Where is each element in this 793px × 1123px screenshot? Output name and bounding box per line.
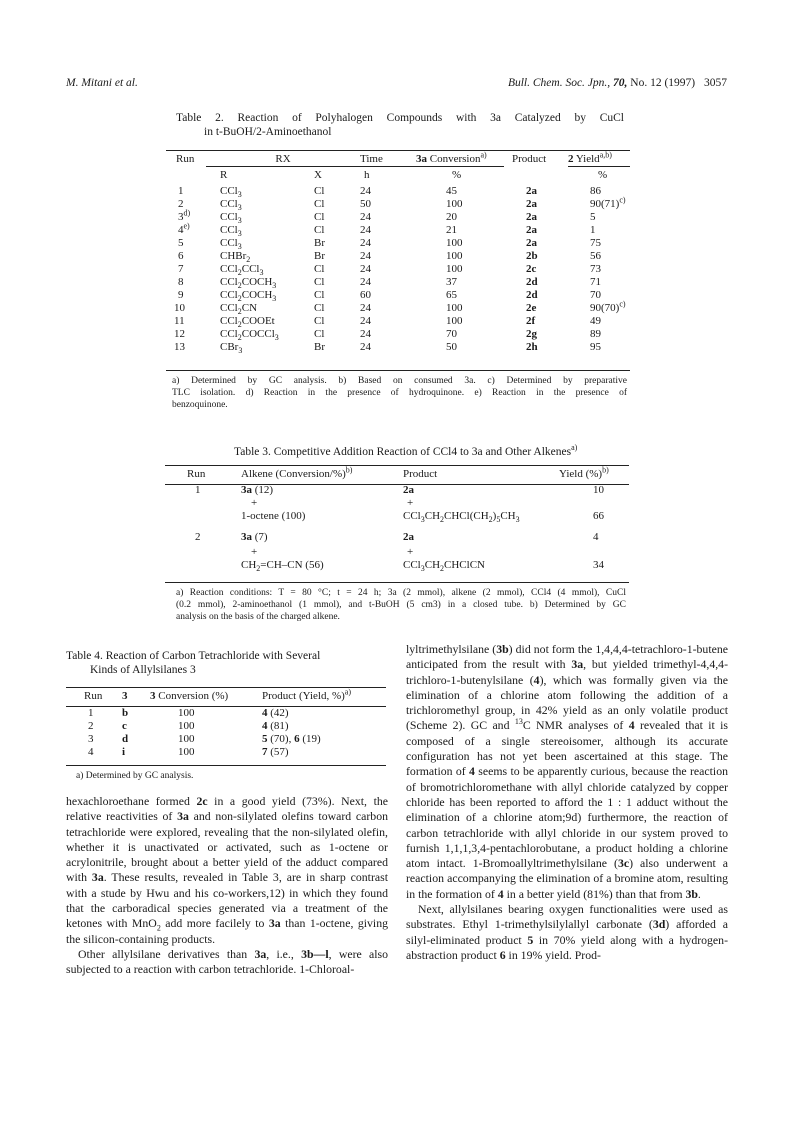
table3-cell-product: 2a — [403, 484, 414, 496]
table3-cell-product: 2a — [403, 531, 414, 543]
table3-cell-yield: 4 — [593, 531, 599, 543]
table2-cell-run: 9 — [178, 289, 184, 301]
table3-cell-alkene: 3a (12) — [241, 484, 274, 496]
table2-cell-time: 24 — [360, 185, 371, 197]
table2-cell-yield: 86 — [590, 185, 601, 197]
table2-cell-yield: 95 — [590, 341, 601, 353]
table2-cell-run: 3$^{d)}$ — [178, 208, 191, 223]
table2-cell-run: 7 — [178, 263, 184, 275]
right-column-text — [406, 642, 728, 963]
table2-caption-line2: in t-BuOH/2-Aminoethanol — [204, 126, 332, 138]
table2-cell-yield: 49 — [590, 315, 601, 327]
table2-cell-conv: 100 — [446, 302, 463, 314]
table4-head-conv-3: 3 — [150, 690, 156, 702]
table2-cell-yield: $90(71)^{c)}$ — [590, 195, 626, 210]
table4-head-rule — [66, 706, 386, 707]
table2-body — [166, 182, 630, 354]
table3-head-yield-text: Yield (%) — [559, 468, 603, 480]
table4-cell-3: c — [122, 720, 127, 732]
table2-cell-product: 2c — [526, 263, 537, 275]
table2-cell-r: CCl$_3$ — [220, 237, 242, 252]
table2-row — [166, 276, 630, 289]
table2-cell-x: Cl — [314, 211, 325, 223]
table2-footnotes — [172, 375, 627, 411]
table4-head-conv — [142, 690, 252, 703]
table4-cell-product: 7 (57) — [262, 746, 289, 758]
table3-bottom-rule — [165, 582, 629, 583]
table3-footnote-3: analysis on the basis of the charged alkene. — [176, 612, 340, 622]
table4-cell-product: 4 (81) — [262, 720, 289, 732]
table4-footnote: a) Determined by GC analysis. — [76, 771, 194, 781]
table2-row — [166, 315, 630, 328]
table3-cell-run: 1 — [195, 484, 201, 496]
table2-cell-time: 24 — [360, 315, 371, 327]
table4-head-product — [252, 687, 386, 703]
table2 — [166, 150, 630, 354]
table2-cell-x: Cl — [314, 224, 325, 236]
table4-head-run: Run — [84, 690, 103, 702]
table4 — [66, 687, 386, 759]
table3-footnote-1: a) Reaction conditions: T = 80 °C; t = 24 h; 3a (2 mmol), alkene (2 mmol), CCl4 (4 mmol), CuCl — [176, 588, 626, 598]
table3-cell-yield: 66 — [593, 510, 604, 522]
table2-cell-run: 12 — [174, 328, 185, 340]
table2-cell-conv: 100 — [446, 198, 463, 210]
table2-cell-yield: $90(70)^{c)}$ — [590, 299, 626, 314]
table2-cell-time: 24 — [360, 263, 371, 275]
table3-head-alkene-text: Alkene (Conversion/%) — [241, 468, 346, 480]
table2-sub-x: X — [314, 167, 360, 183]
table2-cell-time: 24 — [360, 224, 371, 236]
table2-cell-r: CCl$_2$CN — [220, 302, 258, 317]
table2-row — [166, 237, 630, 250]
table3-cell-run — [165, 510, 231, 523]
table2-cell-product: 2d — [526, 276, 538, 288]
table2-cell-yield: 56 — [590, 250, 601, 262]
table2-head-yield-2: 2 — [568, 153, 574, 165]
table3-cell-alkene: $CH_2=CH-CN$ (56) — [241, 559, 324, 574]
table3-cell-yield — [559, 497, 629, 510]
table2-cell-x: Cl — [314, 198, 325, 210]
table2-row — [166, 302, 630, 315]
table2-cell-run: 4$^{e)}$ — [178, 221, 190, 236]
table2-cell-product: 2a — [526, 198, 537, 210]
table3-row — [165, 510, 629, 523]
table2-row — [166, 328, 630, 341]
table3-cell-run: 2 — [195, 531, 201, 543]
table2-head-rx: RX — [275, 153, 291, 165]
table2-row — [166, 211, 630, 224]
right-paragraph-2: Next, allylsilanes bearing oxygen functionalities were used as substrates. Ethyl 1-trimethylsilylallyl carbonate (3d) afforded a silyl-eliminated product 5 in 70% yield along with a hydrogen-abstraction product 6 in 19% yield. Prod- — [406, 902, 729, 962]
table4-body — [66, 703, 386, 759]
table2-footnote-1: a) Determined by GC analysis. b) Based on consumed 3a. c) Determined by preparative — [172, 376, 627, 386]
table3-row — [165, 559, 629, 572]
table2-cell-x: Br — [314, 250, 325, 262]
table2-cell-yield: 1 — [590, 224, 596, 236]
table2-cell-yield: 73 — [590, 263, 601, 275]
left-column-text — [66, 794, 388, 978]
table2-cell-product: 2e — [526, 302, 537, 314]
table2-footnote-3: benzoquinone. — [172, 400, 228, 410]
table3-head-yield-sup: b) — [602, 465, 609, 475]
table2-cell-r: $CCl_2COCH_3$ — [220, 289, 277, 304]
table2-sub-h: h — [360, 167, 416, 183]
table2-row — [166, 224, 630, 237]
table2-cell-r: CBr$_3$ — [220, 341, 243, 356]
table2-head-yield-sup: a,b) — [599, 150, 612, 160]
table4-cell-run: 4 — [88, 746, 94, 758]
table2-row — [166, 182, 630, 198]
table2-cell-product: 2d — [526, 289, 538, 301]
table2-bottom-rule — [166, 370, 630, 371]
table3-cell-yield: 10 — [593, 484, 604, 496]
table2-cell-product: 2a — [526, 211, 537, 223]
table2-cell-product: 2a — [526, 224, 537, 236]
table2-cell-r: CCl$_3$ — [220, 224, 242, 239]
table4-cell-conv: 100 — [178, 707, 195, 719]
table3-cell-alkene: + — [251, 546, 258, 558]
table2-sub-r: R — [206, 167, 314, 183]
left-paragraph-1: hexachloroethane formed 2c in a good yield (73%). Next, the relative reactivities of 3a and non-silylated olefins toward carbon tetrachloride were explored, revealing that the non-silylated olefin, whether it is unactivated or activated, such as 1-octene or acrylonitrile, brought about a better yield of the adduct compared with 3a. These results, revealed in Table 3, are in sharp contrast with a stude by Hwu and his co-workers,12) in which they found that the carboradical species generated via a treatment of the ketones with MnO$_2$ add more facilely to 3a than 1-octene, giving the silicon-containing products. — [66, 794, 388, 946]
table2-head-run: Run — [176, 153, 195, 166]
table4-caption-line1: Table 4. Reaction of Carbon Tetrachloride with Several — [66, 650, 321, 662]
table3-cell-alkene: 1-octene (100) — [241, 510, 306, 522]
table2-cell-conv: 45 — [446, 185, 457, 197]
table2-cell-conv: 100 — [446, 315, 463, 327]
table4-cell-3: i — [122, 746, 126, 758]
table3-caption-text: Table 3. Competitive Addition Reaction of CCl4 to 3a and Other Alkenes — [234, 446, 572, 458]
table2-cell-run: 2 — [178, 198, 184, 210]
table2-caption-line1: Table 2. Reaction of Polyhalogen Compounds with 3a Catalyzed by CuCl — [176, 112, 624, 124]
table2-cell-time: 24 — [360, 328, 371, 340]
table2-cell-time: 60 — [360, 289, 371, 301]
table4-caption-line2: Kinds of Allylsilanes 3 — [90, 664, 196, 676]
table2-head-time: Time — [360, 153, 383, 165]
table2-cell-yield: 70 — [590, 289, 601, 301]
table2-head-yield — [568, 151, 630, 167]
table3-row — [165, 497, 629, 510]
table3-cell-run — [165, 546, 231, 559]
page-number: 3057 — [704, 77, 727, 89]
running-head-authors: M. Mitani et al. — [66, 77, 138, 89]
table3-head-yield — [559, 465, 629, 481]
table2-cell-x: Cl — [314, 302, 325, 314]
table4-bottom-rule — [66, 765, 386, 766]
table4-cell-3: d — [122, 733, 129, 745]
table3-caption-sup: a) — [571, 443, 578, 453]
right-paragraph-1: lyltrimethylsilane (3b) did not form the 1,4,4,4-tetrachloro-1-butene anticipated from the result with 3a, but yielded trimethyl-4,4,4-trichloro-1-butenylsilane (4), which was formally given via the elimination of a chlorine atom following the addition of a trichloromethyl group, in 42% yield as an only volatile product (Scheme 2). GC and $^{13}$C NMR analyses of 4 revealed that it is composed of a single stereoisomer, although its accurate configuration has not yet been ascertained at this stage. The formation of 4 seems to be apparently curious, because the reaction of bromotrichloromethane with allyl chloride catalyzed by copper chloride has been reported to afford the 1 : 1 adduct without the elimination of a chlorine atom;9d) furthermore, the reaction of carbon tetrachloride with allyl chloride in our system proved to furnish 1,1,1,3,4-pentachlorobutane, a product holding a chlorine atom intact. 1-Bromoallyltrimethylsilane (3c) also underwent a reaction accompanying the elimination of a bromine atom, resulting in the formation of 4 in a better yield (81%) than that from 3b. — [406, 642, 729, 901]
table2-cell-run: 1 — [178, 185, 184, 197]
table2-cell-time: 24 — [360, 341, 371, 353]
table4-cell-product: 5 (70), 6 (19) — [262, 733, 321, 745]
table4-head-3: 3 — [122, 690, 128, 702]
table2-cell-r: CCl$_3$ — [220, 185, 242, 200]
table4-caption — [66, 649, 388, 677]
table2-cell-time: 24 — [360, 237, 371, 249]
table2-cell-r: CHBr$_2$ — [220, 250, 251, 265]
table2-row — [166, 289, 630, 302]
table2-cell-x: Cl — [314, 289, 325, 301]
table2-row — [166, 341, 630, 354]
table4-cell-run: 1 — [88, 707, 94, 719]
table2-cell-conv: 37 — [446, 276, 457, 288]
table2-cell-x: Br — [314, 341, 325, 353]
journal-volume: 70, — [613, 77, 628, 89]
table2-cell-product: 2a — [526, 237, 537, 249]
table2-cell-x: Cl — [314, 315, 325, 327]
table2-cell-time: 24 — [360, 250, 371, 262]
table2-cell-conv: 50 — [446, 341, 457, 353]
table2-footnote-2: TLC isolation. d) Reaction in the presence of hydroquinone. e) Reaction in the presence of — [172, 388, 627, 398]
table4-head-product-text: Product (Yield, %) — [262, 690, 345, 702]
table4-cell-conv: 100 — [178, 746, 195, 758]
table2-cell-r: CCl$_3$ — [220, 198, 242, 213]
table4-row — [66, 733, 386, 746]
table3-cell-product: + — [407, 546, 414, 558]
table2-cell-r: CCl$_2$CCl$_3$ — [220, 263, 264, 278]
table2-cell-time: 24 — [360, 211, 371, 223]
table2-cell-conv: 21 — [446, 224, 457, 236]
table3-head-run: Run — [187, 468, 206, 480]
table4-cell-run: 2 — [88, 720, 94, 732]
table4-head-product-sup: a) — [344, 687, 352, 697]
table2-cell-run: 11 — [174, 315, 185, 327]
table2-cell-x: Cl — [314, 185, 325, 197]
left-paragraph-2: Other allylsilane derivatives than 3a, i.e., 3b—l, were also subjected to a reaction with carbon tetrachloride. 1-Chloroal- — [66, 946, 388, 977]
table2-cell-run: 8 — [178, 276, 184, 288]
table2-cell-conv: 100 — [446, 237, 463, 249]
table3-cell-run — [165, 497, 231, 510]
table3-caption — [234, 445, 577, 459]
table2-cell-product: 2h — [526, 341, 538, 353]
table4-row — [66, 720, 386, 733]
table2-cell-conv: 100 — [446, 250, 463, 262]
table3-head-alkene-sup: b) — [345, 465, 353, 475]
journal-name: Bull. Chem. Soc. Jpn., — [507, 77, 611, 89]
table2-sub-pct1: % — [416, 167, 504, 183]
table3-head-product: Product — [403, 468, 438, 480]
table3-cell-run — [165, 559, 231, 572]
table2-cell-conv: 70 — [446, 328, 457, 340]
table2-cell-run: 10 — [174, 302, 185, 314]
table2-head-conv-3a: 3a — [416, 153, 427, 165]
table2-caption — [176, 111, 624, 139]
table2-head-conv-label: Conversion — [427, 153, 481, 165]
table3-head-rule — [165, 484, 629, 485]
table4-cell-run: 3 — [88, 733, 94, 745]
table2-cell-x: Cl — [314, 276, 325, 288]
table2-row — [166, 263, 630, 276]
table4-cell-3: b — [122, 707, 129, 719]
table2-cell-conv: 65 — [446, 289, 457, 301]
table4-cell-conv: 100 — [178, 720, 195, 732]
table2-cell-run: 6 — [178, 250, 184, 262]
table2-row — [166, 198, 630, 211]
table3-cell-product: + — [407, 497, 414, 509]
table2-cell-x: Br — [314, 237, 325, 249]
table4-top-rule — [66, 687, 386, 688]
table2-cell-yield: 5 — [590, 211, 596, 223]
table2-cell-x: Cl — [314, 328, 325, 340]
table2-cell-time: 50 — [360, 198, 371, 210]
running-head-journal — [508, 77, 727, 89]
table3-footnotes — [176, 587, 626, 623]
table4-cell-product: 4 (42) — [262, 707, 289, 719]
table2-cell-time: 24 — [360, 302, 371, 314]
table2-sub-pct2: % — [568, 167, 630, 183]
table2-cell-product: 2g — [526, 328, 537, 340]
table4-head-conv-label: Conversion (%) — [155, 690, 229, 702]
table2-cell-r: CCl$_3$ — [220, 211, 242, 226]
table2-cell-conv: 100 — [446, 263, 463, 275]
table3-cell-alkene: 3a (7) — [241, 531, 268, 543]
table3-top-rule — [165, 465, 629, 466]
table4-cell-conv: 100 — [178, 733, 195, 745]
table2-cell-yield: 89 — [590, 328, 601, 340]
table3-footnote-2: (0.2 mmol), 2-aminoethanol (1 mmol), and t-BuOH (5 cm3) in a closed tube. b) Determined by GC — [176, 600, 626, 610]
table3-row — [165, 523, 629, 546]
table3-row — [165, 546, 629, 559]
table3-head-alkene — [231, 465, 399, 481]
table2-cell-r: CCl$_2$COOEt — [220, 315, 275, 330]
table2-cell-yield: 71 — [590, 276, 601, 288]
table2-head-product: Product — [512, 153, 547, 166]
table4-row — [66, 746, 386, 759]
table2-cell-run: 13 — [174, 341, 185, 353]
table2-cell-conv: 20 — [446, 211, 457, 223]
table2-row — [166, 250, 630, 263]
table3-cell-yield: 34 — [593, 559, 604, 571]
table2-cell-yield: 75 — [590, 237, 601, 249]
table2-cell-product: 2b — [526, 250, 538, 262]
table2-cell-run: 5 — [178, 237, 184, 249]
table3-body — [165, 481, 629, 572]
table2-cell-r: $CCl_2COCH_3$ — [220, 276, 277, 291]
table3-cell-alkene: + — [251, 497, 258, 509]
table2-head-conv-sup: a) — [480, 150, 487, 160]
table2-cell-time: 24 — [360, 276, 371, 288]
table2-head-yield-label: Yield — [573, 153, 600, 165]
table2-head-conv — [416, 151, 504, 167]
table3-cell-yield — [559, 546, 629, 559]
table3-cell-product: $CCl_3CH_2CHClCN$ — [403, 559, 485, 574]
table3-cell-product: $CCl_3CH_2CHCl(CH_2)_5CH_3$ — [403, 510, 520, 525]
table2-cell-x: Cl — [314, 263, 325, 275]
table2-cell-product: 2a — [526, 185, 537, 197]
table2-cell-product: 2f — [526, 315, 536, 327]
table2-cell-r: CCl$_2$COCCl$_3$ — [220, 328, 279, 343]
journal-issue: No. 12 (1997) — [630, 77, 696, 89]
